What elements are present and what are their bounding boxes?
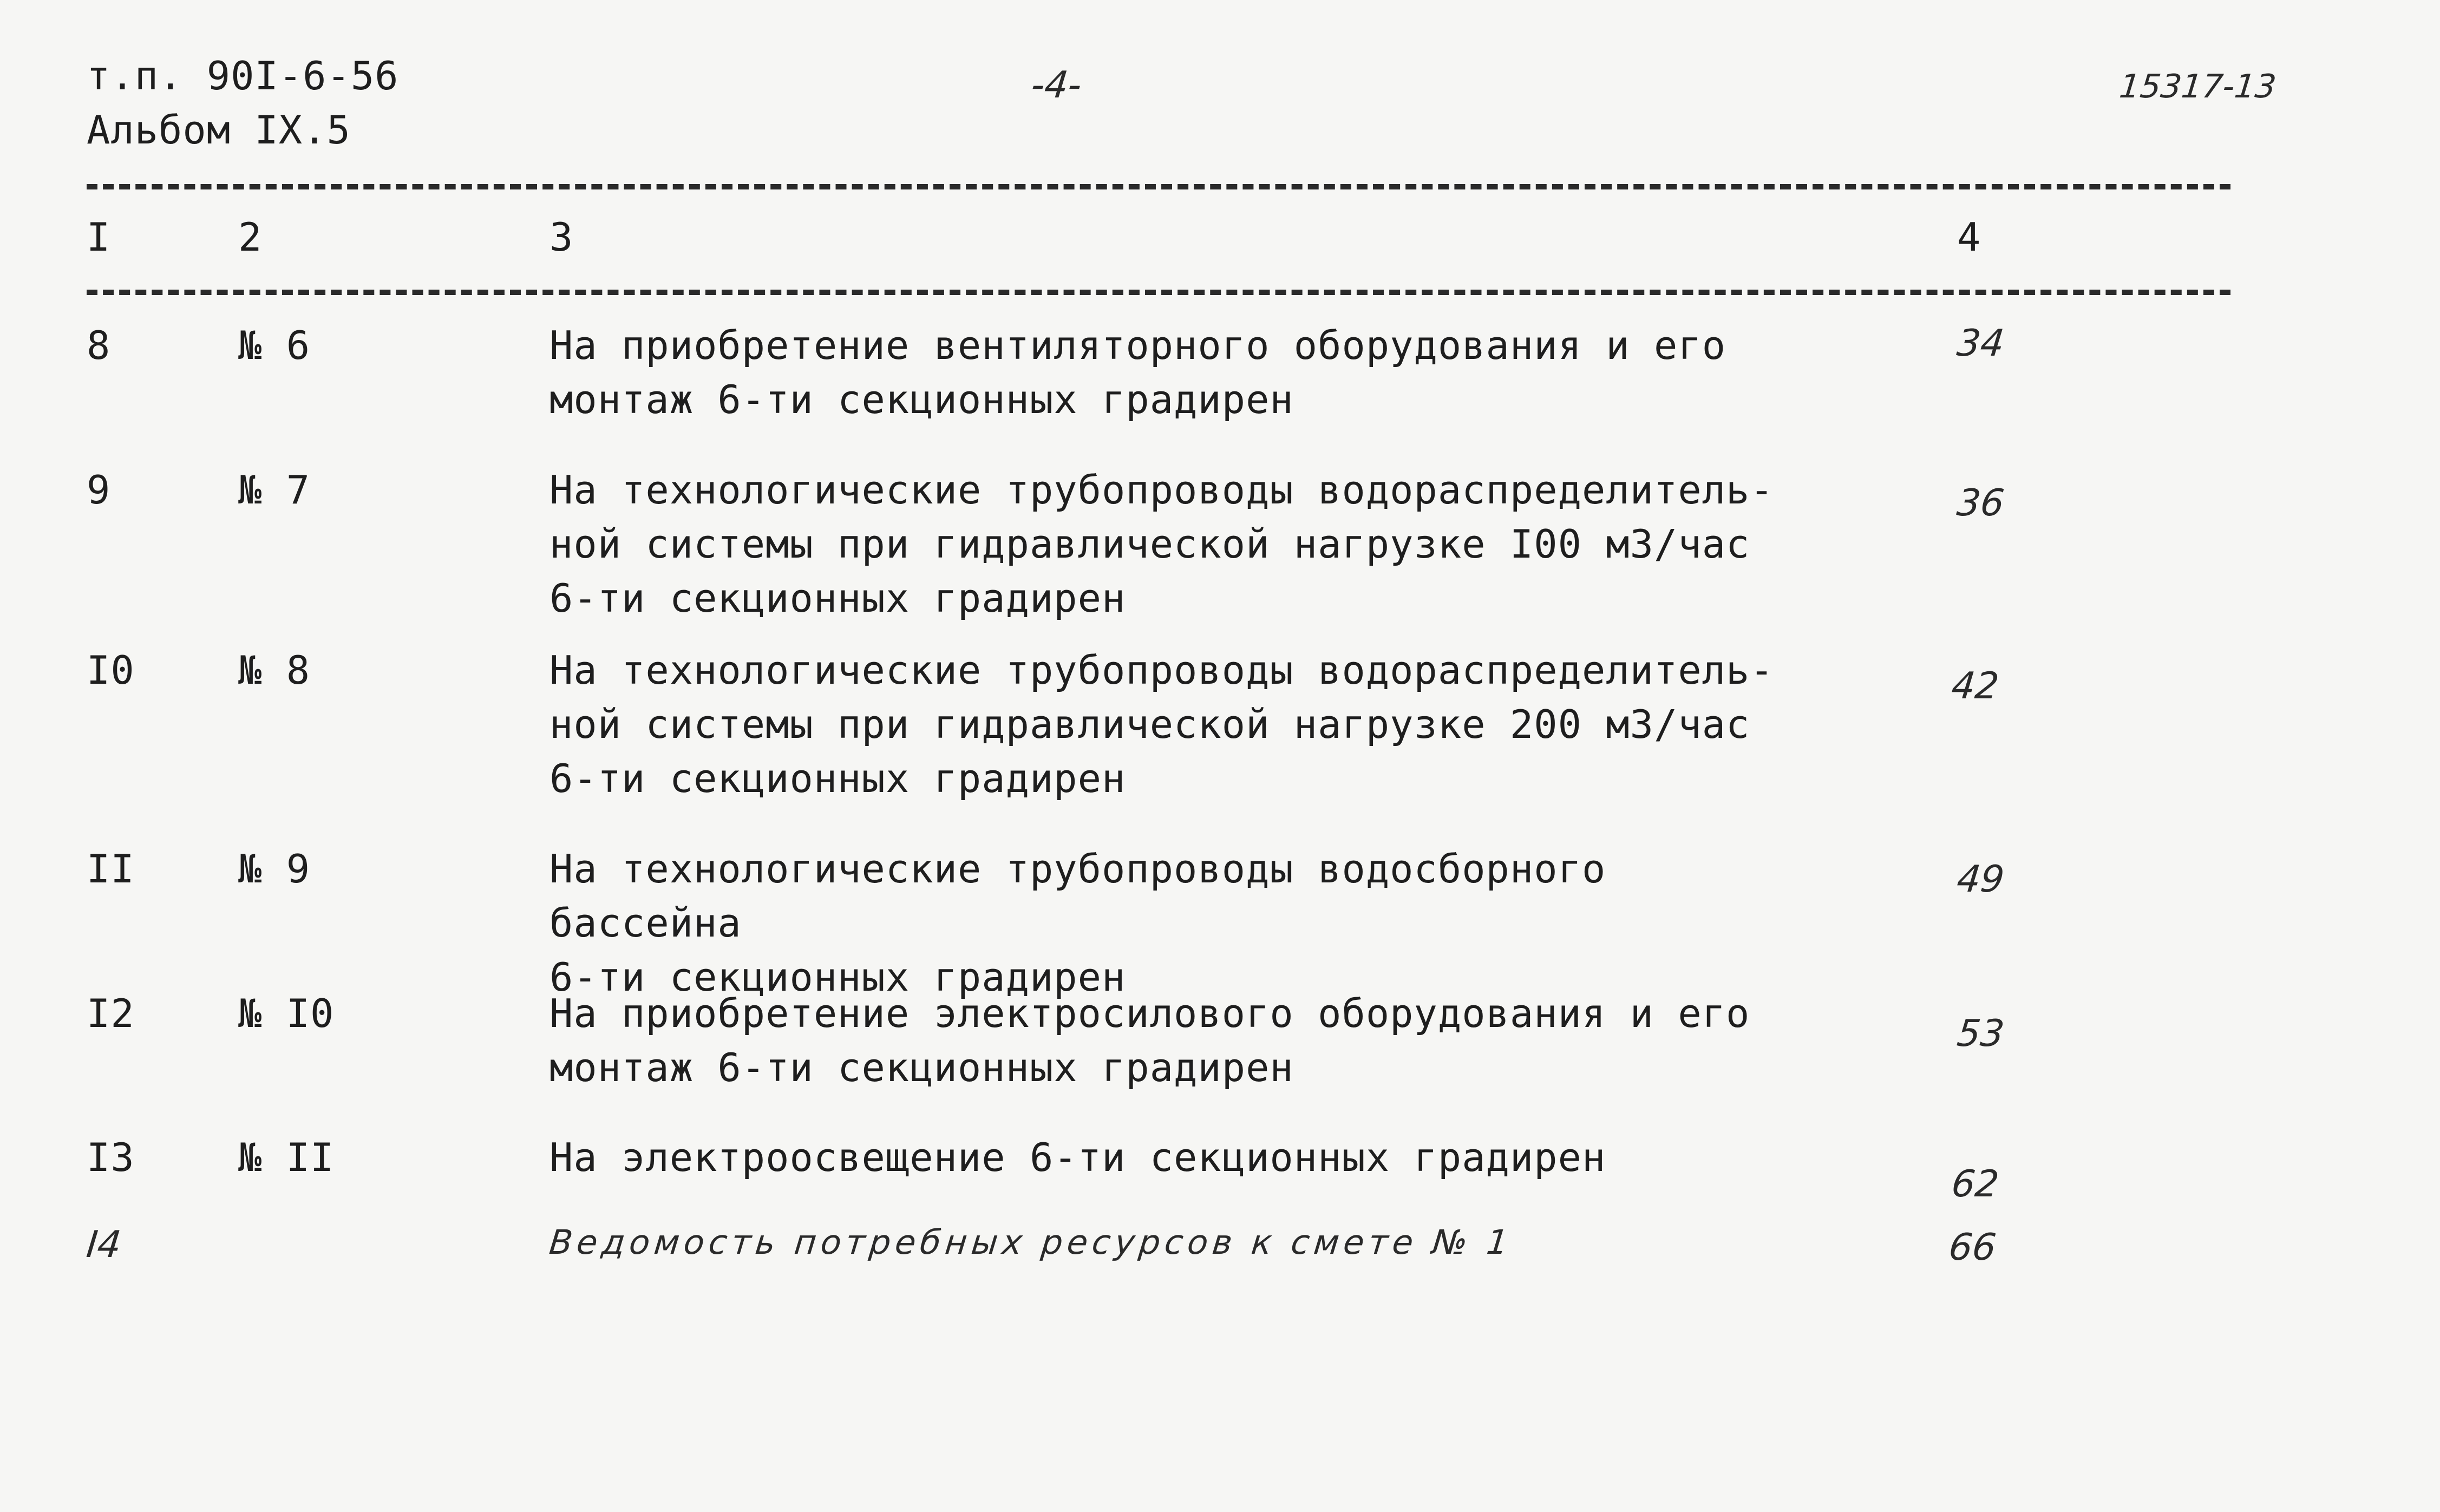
estimate-ref: № 7 — [238, 467, 311, 513]
top-rule — [87, 184, 2230, 189]
row-description: На технологические трубопроводы водораспределитель- ной системы при гидравлической нагрузке 200 м3/час 6-ти секционных градирен — [550, 647, 1774, 801]
row-description: На технологические трубопроводы водораспределитель- ной системы при гидравлической нагрузке I00 м3/час 6-ти секционных градирен — [550, 467, 1774, 621]
row-description: На приобретение электросилового оборудования и его монтаж 6-ти секционных градирен — [550, 991, 1750, 1090]
estimate-ref: № 8 — [238, 647, 311, 693]
column-header-1: I — [87, 214, 111, 260]
row-number: I0 — [87, 647, 135, 693]
page-ref: 34 — [1954, 322, 2006, 365]
row-number: I2 — [87, 991, 135, 1036]
project-code: т.п. 90I-6-56 — [87, 53, 399, 99]
row-number: 9 — [87, 467, 111, 513]
column-header-2: 2 — [238, 214, 263, 260]
column-header-3: 3 — [550, 214, 574, 260]
archive-number: 15317-13 — [2117, 68, 2278, 106]
estimate-ref: № 6 — [238, 323, 311, 368]
row-number: II — [87, 846, 135, 892]
row-description: На приобретение вентиляторного оборудования и его монтаж 6-ти секционных градирен — [550, 323, 1726, 422]
header-rule — [87, 290, 2230, 295]
page-ref: 49 — [1954, 858, 2006, 901]
row-number: I3 — [87, 1135, 135, 1180]
page-ref: 66 — [1946, 1226, 1998, 1269]
row-description: На электроосвещение 6-ти секционных градирен — [550, 1135, 1606, 1180]
column-header-4: 4 — [1957, 214, 1981, 260]
page-ref: 36 — [1954, 482, 2006, 525]
page-number: -4- — [1029, 64, 1084, 107]
row-description: Ведомость потребных ресурсов к смете № 1 — [547, 1222, 1515, 1262]
page-ref: 53 — [1954, 1012, 2006, 1055]
row-number: I4 — [84, 1223, 123, 1266]
estimate-ref: № I0 — [238, 991, 335, 1036]
row-description: На технологические трубопроводы водосборного бассейна 6-ти секционных градирен — [550, 846, 1606, 1000]
page-ref: 62 — [1949, 1163, 2001, 1206]
estimate-ref: № 9 — [238, 846, 311, 892]
page-ref: 42 — [1949, 665, 2001, 708]
album-label: Альбом IX.5 — [87, 107, 351, 153]
estimate-ref: № II — [238, 1135, 335, 1180]
row-number: 8 — [87, 323, 111, 368]
